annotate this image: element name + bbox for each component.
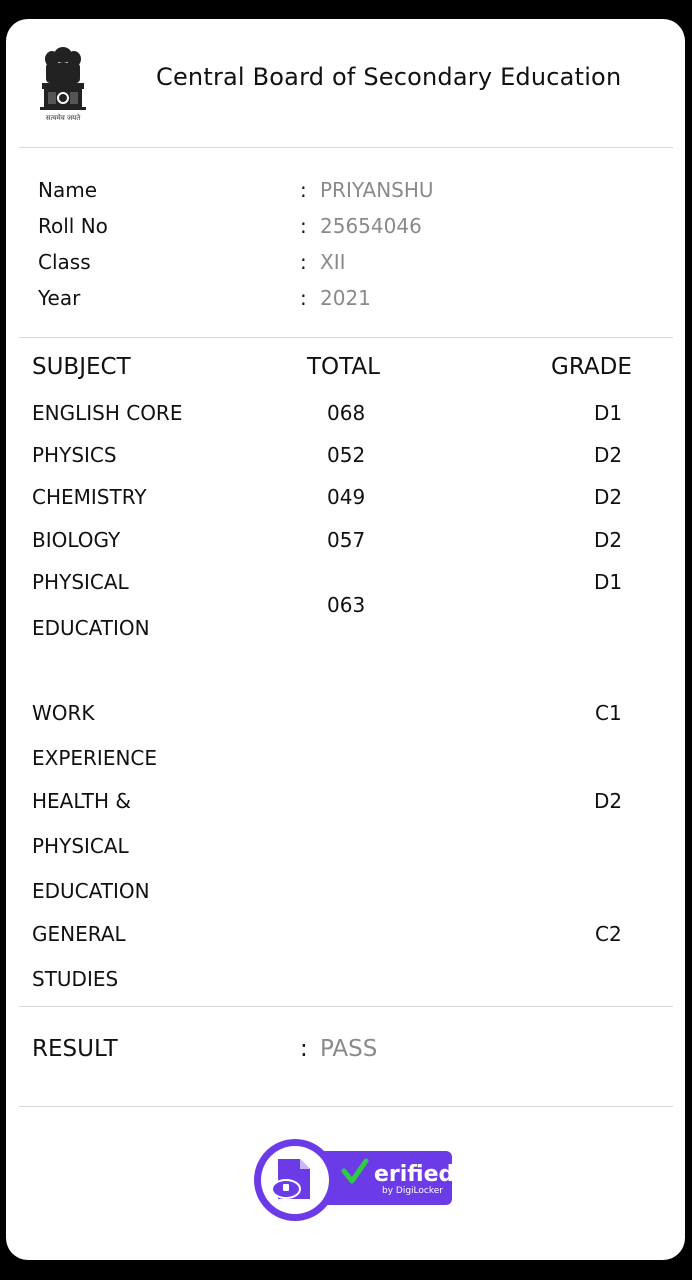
verified-label: erified xyxy=(374,1162,455,1187)
digilocker-label: by DigiLocker xyxy=(382,1186,443,1196)
subject-total: 068 xyxy=(327,401,366,425)
subject-name: HEALTH & xyxy=(32,789,131,813)
info-label: Roll No xyxy=(38,214,108,238)
subject-grade: D1 xyxy=(594,570,623,594)
info-value: 2021 xyxy=(320,286,371,310)
grade-header: GRADE xyxy=(551,354,632,380)
subject-total: 052 xyxy=(327,443,366,467)
subject-header: SUBJECT xyxy=(32,354,131,380)
info-value: PRIYANSHU xyxy=(320,178,434,202)
subject-name: PHYSICAL xyxy=(32,570,129,594)
info-divider xyxy=(19,337,673,338)
subject-name: BIOLOGY xyxy=(32,528,121,552)
subject-grade: D1 xyxy=(594,401,623,425)
subject-name: PHYSICAL xyxy=(32,834,129,858)
subject-name: STUDIES xyxy=(32,967,119,991)
result-value: PASS xyxy=(320,1036,378,1062)
subject-grade: D2 xyxy=(594,789,623,813)
subject-name: EDUCATION xyxy=(32,879,150,903)
subject-grade: C1 xyxy=(595,701,622,725)
subject-grade: D2 xyxy=(594,443,623,467)
subject-name: EDUCATION xyxy=(32,616,150,640)
subject-name: WORK xyxy=(32,701,95,725)
header-divider xyxy=(19,147,673,148)
info-separator: : xyxy=(300,214,307,238)
subject-grade: C2 xyxy=(595,922,622,946)
info-value: 25654046 xyxy=(320,214,422,238)
subject-name: PHYSICS xyxy=(32,443,117,467)
result-divider xyxy=(19,1106,673,1107)
info-separator: : xyxy=(300,250,307,274)
subject-name: GENERAL xyxy=(32,922,126,946)
subject-name: ENGLISH CORE xyxy=(32,401,183,425)
total-header: TOTAL xyxy=(307,354,380,380)
info-label: Class xyxy=(38,250,91,274)
subject-total: 049 xyxy=(327,485,366,509)
marksheet-card xyxy=(6,19,685,1260)
subject-total: 063 xyxy=(327,593,366,617)
table-divider xyxy=(19,1006,673,1007)
info-separator: : xyxy=(300,178,307,202)
info-label: Year xyxy=(38,286,81,310)
info-label: Name xyxy=(38,178,98,202)
emblem-motto: सत्यमेव जयते xyxy=(45,114,81,122)
subject-total: 057 xyxy=(327,528,366,552)
result-separator: : xyxy=(300,1036,308,1062)
subject-grade: D2 xyxy=(594,528,623,552)
info-separator: : xyxy=(300,286,307,310)
subject-name: CHEMISTRY xyxy=(32,485,147,509)
subject-grade: D2 xyxy=(594,485,623,509)
result-label: RESULT xyxy=(32,1036,118,1062)
info-value: XII xyxy=(320,250,346,274)
board-title: Central Board of Secondary Education xyxy=(156,63,622,91)
subject-name: EXPERIENCE xyxy=(32,746,158,770)
